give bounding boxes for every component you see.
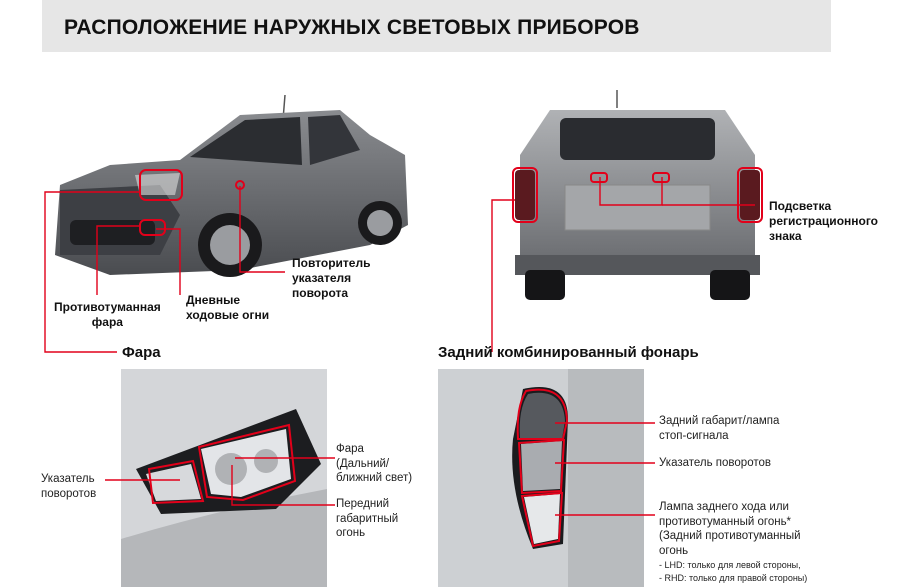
rear-lamp-image [438,369,644,587]
headlamp-turn-label: Указатель поворотов [41,473,97,500]
front-position-label: Передний габаритный огонь [336,498,399,539]
tail-stop-label: Задний габарит/лампа стоп-сигнала [659,415,780,442]
rear-car-image [505,90,770,305]
rear-turn-label: Указатель поворотов [659,457,771,469]
headlamp-main-label: Фара (Дальний/ ближний свет) [336,443,413,484]
drl-label: Дневные ходовые огни [186,293,270,322]
reverse-fog-label: Лампа заднего хода или противотуманный огонь* (Задний противотуманный огонь [659,501,801,557]
plate-light-label: Подсветка регистрационного знака [769,199,879,243]
headlamp-image [121,369,327,587]
rear-combo-heading: Задний комбинированный фонарь [438,344,699,361]
headlamp-heading: Фара [122,344,161,361]
page-title: РАСПОЛОЖЕНИЕ НАРУЖНЫХ СВЕТОВЫХ ПРИБОРОВ [64,16,640,39]
lhd-note: - LHD: только для левой стороны, [659,560,801,570]
rhd-note: - RHD: только для правой стороны) [659,573,808,583]
fog-lamp-label: Противотуманная фара [54,300,161,329]
turn-repeater-label: Повторитель указателя поворота [292,256,371,300]
